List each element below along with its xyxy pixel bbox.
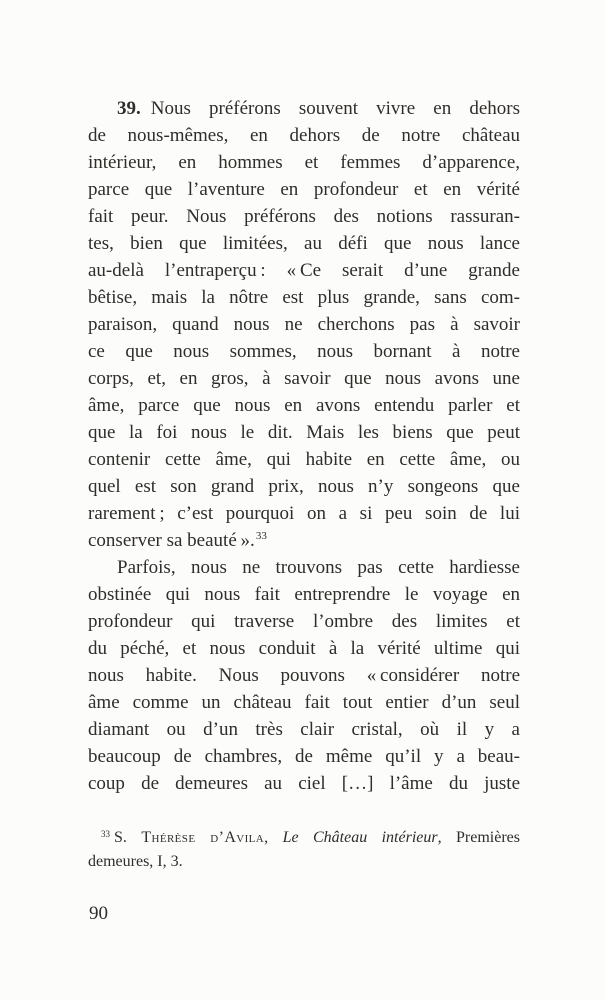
text-line [88, 419, 520, 446]
line-text: profondeur qui traverse l’ombre des limites et [88, 611, 520, 632]
line-text: que la foi nous le dit. Mais les biens que peut [88, 422, 520, 443]
line-text: fait peur. Nous préférons des notions rassuran- [88, 206, 520, 227]
footnote-text: , Premières [437, 829, 520, 846]
line-text: âme comme un château fait tout entier d’un seul [88, 692, 520, 713]
line-text: Parfois, nous ne trouvons pas cette hardiesse [117, 557, 520, 578]
line-text: au-delà l’entraperçu : « Ce serait d’une grande [88, 260, 520, 281]
line-text: rarement ; c’est pourquoi on a si peu soin de lui [88, 503, 520, 524]
line-text: corps, et, en gros, à savoir que nous avons une [88, 368, 520, 389]
text-line [88, 122, 520, 149]
footnote-reference: 33 [255, 530, 267, 542]
text-line [88, 446, 520, 473]
text-line [88, 527, 520, 554]
footnote-text: , [264, 829, 283, 846]
text-line [88, 230, 520, 257]
line-text: obstinée qui nous fait entreprendre le voyage en [88, 584, 520, 605]
text-line [88, 581, 520, 608]
text-line [88, 500, 520, 527]
footnote-book-title: Le Château intérieur [282, 829, 438, 846]
line-text: diamant ou d’un très clair cristal, où il y a [88, 719, 520, 740]
text-line [88, 662, 520, 689]
text-line [88, 365, 520, 392]
text-line [88, 203, 520, 230]
paragraph-number: 39. [117, 98, 141, 119]
footnote-text: demeures, I, 3. [88, 853, 183, 870]
line-text: nous habite. Nous pouvons « considérer notre [88, 665, 520, 686]
footnote-line [88, 826, 520, 850]
page-number: 90 [89, 903, 108, 924]
line-text: paraison, quand nous ne cherchons pas à savoir [88, 314, 520, 335]
text-line [88, 284, 520, 311]
text-line [88, 257, 520, 284]
line-text: tes, bien que limitées, au défi que nous lance [88, 233, 520, 254]
line-text: âme, parce que nous en avons entendu parler et [88, 395, 520, 416]
line-text: du péché, et nous conduit à la vérité ultime qui [88, 638, 520, 659]
line-text: coup de demeures au ciel […] l’âme du juste [88, 773, 520, 794]
text-line [88, 635, 520, 662]
text-line [88, 473, 520, 500]
text-line [88, 554, 520, 581]
text-line [88, 608, 520, 635]
footnote-text: S. [114, 829, 142, 846]
line-text: conserver sa beauté ». [88, 530, 255, 551]
text-line [88, 311, 520, 338]
footnote-line [88, 850, 520, 874]
line-text: contenir cette âme, qui habite en cette âme, ou [88, 449, 520, 470]
footnote-author: Thérèse d’Avila [141, 829, 265, 846]
text-line [88, 95, 520, 122]
body-text [88, 95, 520, 797]
text-line [88, 392, 520, 419]
text-line [88, 149, 520, 176]
line-text: quel est son grand prix, nous n’y songeons que [88, 476, 520, 497]
text-line [88, 689, 520, 716]
line-text: parce que l’aventure en profondeur et en vérité [88, 179, 520, 200]
text-line [88, 176, 520, 203]
text-line [88, 338, 520, 365]
text-line [88, 716, 520, 743]
text-line [88, 770, 520, 797]
line-text: intérieur, en hommes et femmes d’apparence, [88, 152, 520, 173]
line-text: ce que nous sommes, nous bornant à notre [88, 341, 520, 362]
footnote [88, 826, 520, 874]
line-text: beaucoup de chambres, de même qu’il y a beau- [88, 746, 520, 767]
line-text: bêtise, mais la nôtre est plus grande, sans com- [88, 287, 520, 308]
footnote-number: 33 [101, 829, 110, 839]
text-line [88, 743, 520, 770]
line-text: de nous-mêmes, en dehors de notre château [88, 125, 520, 146]
line-text: Nous préférons souvent vivre en dehors [150, 98, 520, 119]
